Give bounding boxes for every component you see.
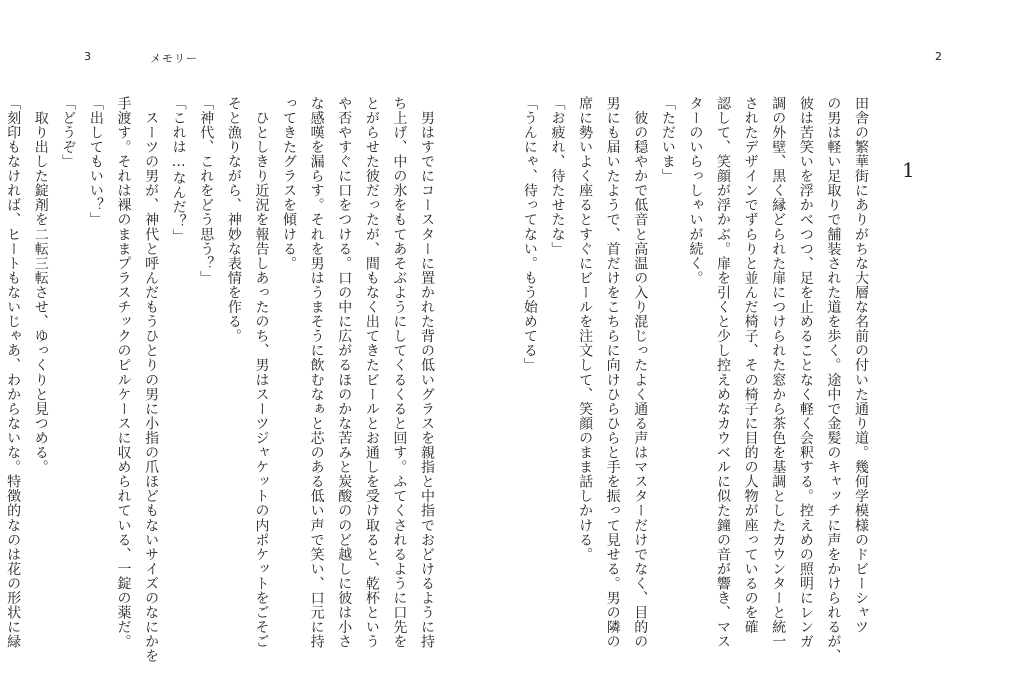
body-line: の男は軽い足取りで舗装された道を歩く。途中で金髪のキャッチに声をかけられるが、 — [825, 96, 842, 664]
body-line: ってきたグラスを傾ける。 — [281, 96, 298, 271]
body-line: な感嘆を漏らす。それを男はうまそうに飲むなぁと芯のある低い声で笑い、口元に持 — [308, 96, 325, 649]
right-page-number: 2 — [935, 50, 943, 63]
body-line: 調の外壁、黒く縁どられた扉につけられた窓から茶色を基調としたカウンターと統一 — [770, 96, 787, 649]
body-line: 男はすでにコースターに置かれた背の低いグラスを親指と中指でおどけるように持 — [419, 96, 435, 649]
body-line: ち上げ、中の氷をもてあそぶようにしてくるくると回す。ふてくされるように口先を — [391, 96, 408, 649]
dialogue-line: 「刻印もなければ、ヒートもないじゃあ、わからないな。特徴的なのは花の形状に緑 — [5, 96, 22, 649]
body-line: そと漁りながら、神妙な表情を作る。 — [225, 96, 242, 344]
body-line: されたデザインでずらりと並んだ椅子、その椅子に目的の人物が座っているのを確 — [742, 96, 759, 635]
body-line: スーツの男が、神代と呼んだもうひとりの男に小指の爪ほどもないサイズのなにかを — [143, 96, 160, 664]
dialogue-line: 「出してもいい？」 — [87, 96, 104, 227]
body-line: 認して、笑顔が浮かぶ。扉を引くと少し控えめなカウベルに似た鐘の音が響き、マス — [715, 96, 732, 649]
body-line: 男にも届いたようで、首だけをこちらに向けひらひらと手を振って見せる。男の隣の — [604, 96, 621, 649]
running-head: メモリー — [150, 52, 198, 65]
body-line: 彼は苦笑いを浮かべつつ、足を止めることなく軽く会釈する。控えめの照明にレンガ — [797, 96, 814, 649]
body-line: や否やすぐに口をつける。口の中に広がるほのかな苦みと炭酸ののど越しに彼は小さ — [336, 96, 353, 649]
dialogue-line: 「神代、これをどう思う？」 — [198, 96, 215, 286]
body-line: ターのいらっしゃいが続く。 — [687, 96, 704, 286]
dialogue-line: 「ただいま」 — [659, 96, 676, 184]
left-page-body — [5, 96, 440, 664]
dialogue-line: 「お疲れ、待たせたな」 — [549, 96, 566, 257]
body-line: 席に勢いよく座るとすぐにビールを注文して、笑顔のまま話しかける。 — [577, 96, 594, 562]
body-line: 手渡す。それは裸のままプラスチックのピルケースに収められている、一錠の薬だ。 — [115, 96, 132, 649]
right-page-body — [521, 96, 874, 664]
dialogue-line: 「どうぞ」 — [60, 96, 77, 169]
left-page-number: 3 — [84, 50, 92, 63]
body-line: 彼の穏やかで低音と高温の入り混じったよく通る声はマスターだけでなく、目的の — [632, 96, 649, 649]
body-line: とがらせた彼だったが、間もなく出てきたビールとお通しを受け取ると、乾杯という — [363, 96, 380, 649]
chapter-number: 1 — [902, 158, 915, 182]
dialogue-line: 「うんにゃ、待ってない。もう始めてる」 — [521, 96, 538, 373]
body-line: 田舎の繁華街にありがちな大層な名前の付いた通り道。幾何学模様のドビーシャツ — [853, 96, 869, 635]
body-line: ひとしきり近況を報告しあったのち、男はスーツジャケットの内ポケットをごそご — [253, 96, 270, 649]
body-line: 取り出した錠剤を二転三転させ、ゆっくりと見つめる。 — [32, 96, 49, 475]
dialogue-line: 「これは…なんだ？」 — [170, 96, 187, 244]
